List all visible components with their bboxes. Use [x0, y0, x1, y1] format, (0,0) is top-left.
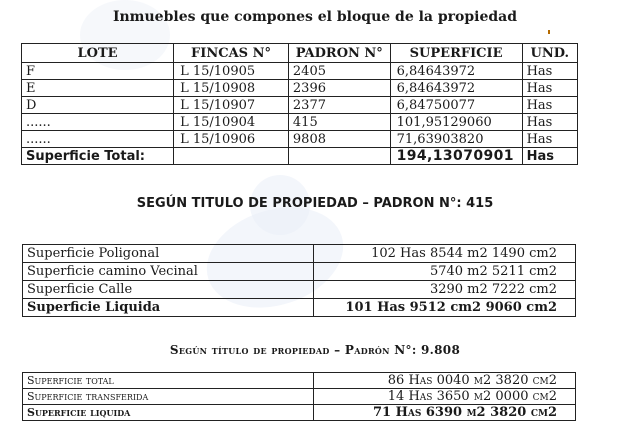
table-row-total — [23, 299, 576, 317]
table-row-total — [23, 405, 576, 421]
table-row — [23, 389, 576, 405]
total-value: 194,13070901 — [390, 148, 522, 165]
row-label: Superficie transferida — [23, 389, 314, 405]
section2-title: SEGÚN TITULO DE PROPIEDAD – PADRON N°: 415 — [136, 196, 494, 211]
total-label: Superficie Total: — [22, 148, 174, 165]
cell-und: Has — [522, 97, 577, 114]
total-row — [22, 148, 578, 165]
table-row — [23, 373, 576, 389]
row-label: Superficie total — [23, 373, 314, 389]
row-label: Superficie liquida — [23, 405, 314, 421]
row-value: 101 Has 9512 cm2 9060 cm2 — [314, 299, 576, 317]
cell-superficie: 6,84643972 — [390, 80, 522, 97]
table-row — [23, 281, 576, 299]
cell-padron: 415 — [288, 114, 390, 131]
cell-superficie: 6,84643972 — [390, 63, 522, 80]
section1-title: Inmuebles que compones el bloque de la propiedad — [112, 9, 518, 25]
row-label: Superficie Calle — [23, 281, 314, 299]
total-und: Has — [522, 148, 577, 165]
row-value: 71 Has 6390 m2 3820 cm2 — [314, 405, 576, 421]
section3-title: Según título de propiedad – Padrón N°: 9.808 — [169, 343, 461, 357]
cell-superficie: 71,63903820 — [390, 131, 522, 148]
cell-und: Has — [522, 80, 577, 97]
cell-lote: E — [22, 80, 174, 97]
empty-cell — [174, 148, 289, 165]
cell-lote: ...... — [22, 131, 174, 148]
table-row — [22, 80, 578, 97]
row-value: 5740 m2 5211 cm2 — [314, 263, 576, 281]
lots-table — [21, 43, 578, 165]
table-row — [22, 63, 578, 80]
table-row — [22, 97, 578, 114]
cell-und: Has — [522, 114, 577, 131]
row-value: 3290 m2 7222 cm2 — [314, 281, 576, 299]
col-header-und: UND. — [522, 44, 577, 63]
col-header-lote: LOTE — [22, 44, 174, 63]
table-row — [22, 131, 578, 148]
cell-lote: D — [22, 97, 174, 114]
cell-finca: L 15/10906 — [174, 131, 289, 148]
padron-415-table — [22, 244, 576, 317]
row-value: 102 Has 8544 m2 1490 cm2 — [314, 245, 576, 263]
cell-finca: L 15/10905 — [174, 63, 289, 80]
table-row — [22, 114, 578, 131]
empty-cell — [288, 148, 390, 165]
row-label: Superficie Poligonal — [23, 245, 314, 263]
cell-padron: 9808 — [288, 131, 390, 148]
cell-superficie: 101,95129060 — [390, 114, 522, 131]
ink-mark — [548, 30, 550, 34]
cell-superficie: 6,84750077 — [390, 97, 522, 114]
cell-finca: L 15/10908 — [174, 80, 289, 97]
col-header-superficie: SUPERFICIE — [390, 44, 522, 63]
cell-finca: L 15/10907 — [174, 97, 289, 114]
row-value: 14 Has 3650 m2 0000 cm2 — [314, 389, 576, 405]
cell-und: Has — [522, 131, 577, 148]
padron-9808-table — [22, 372, 576, 421]
row-value: 86 Has 0040 m2 3820 cm2 — [314, 373, 576, 389]
cell-padron: 2396 — [288, 80, 390, 97]
cell-und: Has — [522, 63, 577, 80]
cell-lote: F — [22, 63, 174, 80]
col-header-fincas: FINCAS N° — [174, 44, 289, 63]
row-label: Superficie Liquida — [23, 299, 314, 317]
cell-lote: ...... — [22, 114, 174, 131]
cell-finca: L 15/10904 — [174, 114, 289, 131]
table-row — [23, 245, 576, 263]
table-row — [23, 263, 576, 281]
col-header-padron: PADRON N° — [288, 44, 390, 63]
cell-padron: 2405 — [288, 63, 390, 80]
table-header-row — [22, 44, 578, 63]
row-label: Superficie camino Vecinal — [23, 263, 314, 281]
cell-padron: 2377 — [288, 97, 390, 114]
